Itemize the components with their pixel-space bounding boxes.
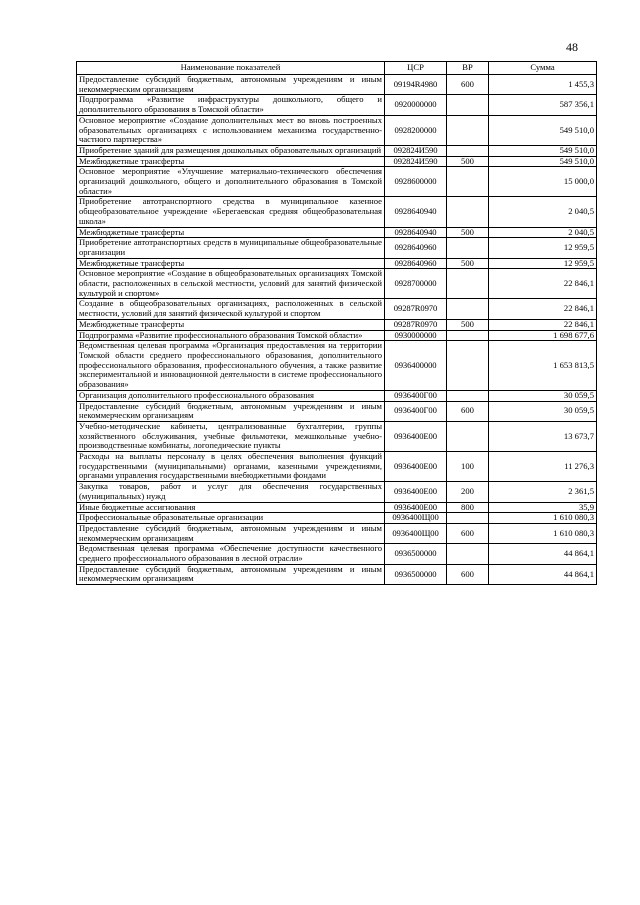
header-sum: Сумма <box>489 62 597 75</box>
row-sum: 2 040,5 <box>489 227 597 238</box>
row-vr: 500 <box>447 227 489 238</box>
row-csr: 0928640940 <box>385 197 447 227</box>
row-sum: 1 610 080,3 <box>489 513 597 524</box>
row-vr <box>447 145 489 156</box>
row-sum: 11 276,3 <box>489 452 597 482</box>
table-row <box>77 341 597 391</box>
row-vr: 800 <box>447 502 489 513</box>
table-row <box>77 258 597 269</box>
row-csr: 0936400Щ00 <box>385 513 447 524</box>
row-vr <box>447 167 489 197</box>
row-csr: 0936400000 <box>385 341 447 391</box>
row-vr <box>447 197 489 227</box>
row-name: Приобретение автотранспортных средств в муниципальные общеобразовательные организации <box>77 238 385 258</box>
row-sum: 1 698 677,6 <box>489 330 597 341</box>
row-sum: 22 846,1 <box>489 269 597 299</box>
row-csr: 0936400Г00 <box>385 401 447 421</box>
row-csr: 0936500000 <box>385 544 447 564</box>
row-vr <box>447 238 489 258</box>
table-row <box>77 513 597 524</box>
table-row <box>77 544 597 564</box>
table-header-row <box>77 62 597 75</box>
row-sum: 30 059,5 <box>489 390 597 401</box>
row-csr: 0936400Е00 <box>385 502 447 513</box>
table-row <box>77 421 597 451</box>
row-csr: 0928640940 <box>385 227 447 238</box>
row-vr <box>447 269 489 299</box>
row-name: Учебно-методические кабинеты, централизованные бухгалтерии, группы хозяйственного обслуживания, учебные фильмотеки, межшкольные учебно-производственные комбинаты, логопедические пункты <box>77 421 385 451</box>
row-sum: 22 846,1 <box>489 299 597 319</box>
row-vr <box>447 390 489 401</box>
row-vr: 500 <box>447 319 489 330</box>
row-vr <box>447 330 489 341</box>
row-csr: 092824И590 <box>385 145 447 156</box>
row-csr: 0936400Е00 <box>385 421 447 451</box>
table-row <box>77 401 597 421</box>
row-sum: 2 361,5 <box>489 482 597 502</box>
row-vr <box>447 341 489 391</box>
row-sum: 549 510,0 <box>489 156 597 167</box>
row-csr: 0936400Щ00 <box>385 523 447 543</box>
row-name: Иные бюджетные ассигнования <box>77 502 385 513</box>
table-row <box>77 167 597 197</box>
table-row <box>77 75 597 95</box>
budget-table <box>76 61 597 585</box>
header-csr: ЦСР <box>385 62 447 75</box>
table-row <box>77 319 597 330</box>
row-name: Приобретение зданий для размещения дошкольных образовательных организаций <box>77 145 385 156</box>
row-sum: 13 673,7 <box>489 421 597 451</box>
row-name: Подпрограмма «Развитие профессионального образования Томской области» <box>77 330 385 341</box>
row-vr <box>447 115 489 145</box>
row-name: Предоставление субсидий бюджетным, автономным учреждениям и иным некоммерческим организациям <box>77 401 385 421</box>
row-sum: 549 510,0 <box>489 145 597 156</box>
row-sum: 44 864,1 <box>489 544 597 564</box>
row-sum: 35,9 <box>489 502 597 513</box>
row-name: Межбюджетные трансферты <box>77 258 385 269</box>
row-sum: 15 000,0 <box>489 167 597 197</box>
table-row <box>77 115 597 145</box>
row-vr <box>447 95 489 115</box>
row-vr: 600 <box>447 75 489 95</box>
row-vr: 100 <box>447 452 489 482</box>
row-vr: 500 <box>447 156 489 167</box>
row-name: Основное мероприятие «Создание дополнительных мест во вновь построенных образовательных организациях с использованием механизма государственно-частного партнерства» <box>77 115 385 145</box>
row-vr <box>447 513 489 524</box>
row-sum: 1 653 813,5 <box>489 341 597 391</box>
row-csr: 0920000000 <box>385 95 447 115</box>
row-sum: 2 040,5 <box>489 197 597 227</box>
table-row <box>77 390 597 401</box>
row-sum: 30 059,5 <box>489 401 597 421</box>
row-csr: 0936400Е00 <box>385 482 447 502</box>
page-number: 48 <box>566 40 578 54</box>
row-csr: 0928640960 <box>385 258 447 269</box>
row-name: Расходы на выплаты персоналу в целях обеспечения выполнения функций государственными (муниципальными) органами, казенными учреждениями, органами управления государственными внебюджетными фондами <box>77 452 385 482</box>
row-csr: 0928200000 <box>385 115 447 145</box>
row-sum: 12 959,5 <box>489 238 597 258</box>
row-csr: 092824И590 <box>385 156 447 167</box>
row-sum: 22 846,1 <box>489 319 597 330</box>
row-csr: 0930000000 <box>385 330 447 341</box>
row-csr: 09287R0970 <box>385 319 447 330</box>
row-csr: 0936400Г00 <box>385 390 447 401</box>
row-sum: 12 959,5 <box>489 258 597 269</box>
row-name: Предоставление субсидий бюджетным, автономным учреждениям и иным некоммерческим организациям <box>77 523 385 543</box>
row-vr: 600 <box>447 401 489 421</box>
row-name: Подпрограмма «Развитие инфраструктуры дошкольного, общего и дополнительного образования в Томской области» <box>77 95 385 115</box>
row-name: Межбюджетные трансферты <box>77 319 385 330</box>
table-row <box>77 330 597 341</box>
row-sum: 1 610 080,3 <box>489 523 597 543</box>
row-vr: 200 <box>447 482 489 502</box>
row-name: Профессиональные образовательные организации <box>77 513 385 524</box>
row-name: Организация дополнительного профессионального образования <box>77 390 385 401</box>
row-csr: 0928640960 <box>385 238 447 258</box>
row-vr: 500 <box>447 258 489 269</box>
table-row <box>77 452 597 482</box>
row-name: Закупка товаров, работ и услуг для обеспечения государственных (муниципальных) нужд <box>77 482 385 502</box>
table-row <box>77 238 597 258</box>
table-row <box>77 197 597 227</box>
row-sum: 1 455,3 <box>489 75 597 95</box>
table-row <box>77 156 597 167</box>
header-name: Наименование показателей <box>77 62 385 75</box>
row-name: Предоставление субсидий бюджетным, автономным учреждениям и иным некоммерческим организациям <box>77 564 385 584</box>
table-row <box>77 523 597 543</box>
row-name: Ведомственная целевая программа «Организация предоставления на территории Томской области среднего профессионального образования, дополнительного профессионального образования, профессионального обучения, а также развитие экспериментальной и инновационной деятельности в системе профессионального образования» <box>77 341 385 391</box>
row-vr <box>447 544 489 564</box>
row-csr: 0928700000 <box>385 269 447 299</box>
row-name: Ведомственная целевая программа «Обеспечение доступности качественного среднего профессионального образования в лесной отрасли» <box>77 544 385 564</box>
row-vr: 600 <box>447 564 489 584</box>
row-name: Приобретение автотранспортного средства в муниципальное казенное общеобразовательное учреждение «Берегаевская средняя общеобразовательная школа» <box>77 197 385 227</box>
row-name: Создание в общеобразовательных организациях, расположенных в сельской местности, условий для занятий физической культурой и спортом <box>77 299 385 319</box>
table-row <box>77 145 597 156</box>
table-row <box>77 269 597 299</box>
row-csr: 0928600000 <box>385 167 447 197</box>
table-row <box>77 502 597 513</box>
row-csr: 0936500000 <box>385 564 447 584</box>
table-row <box>77 564 597 584</box>
table-body <box>77 75 597 585</box>
row-name: Основное мероприятие «Улучшение материально-технического обеспечения организаций дошкольного, общего и дополнительного образования в Томской области» <box>77 167 385 197</box>
row-sum: 44 864,1 <box>489 564 597 584</box>
row-name: Межбюджетные трансферты <box>77 227 385 238</box>
table-row <box>77 299 597 319</box>
row-vr <box>447 299 489 319</box>
table-row <box>77 227 597 238</box>
row-name: Основное мероприятие «Создание в общеобразовательных организациях Томской области, расположенных в сельской местности, условий для занятий физической культурой и спортом» <box>77 269 385 299</box>
row-name: Предоставление субсидий бюджетным, автономным учреждениям и иным некоммерческим организациям <box>77 75 385 95</box>
header-vr: ВР <box>447 62 489 75</box>
table-row <box>77 95 597 115</box>
row-sum: 549 510,0 <box>489 115 597 145</box>
row-vr <box>447 421 489 451</box>
row-name: Межбюджетные трансферты <box>77 156 385 167</box>
row-csr: 09194R4980 <box>385 75 447 95</box>
row-sum: 587 356,1 <box>489 95 597 115</box>
row-csr: 09287R0970 <box>385 299 447 319</box>
row-vr: 600 <box>447 523 489 543</box>
row-csr: 0936400Е00 <box>385 452 447 482</box>
table-row <box>77 482 597 502</box>
